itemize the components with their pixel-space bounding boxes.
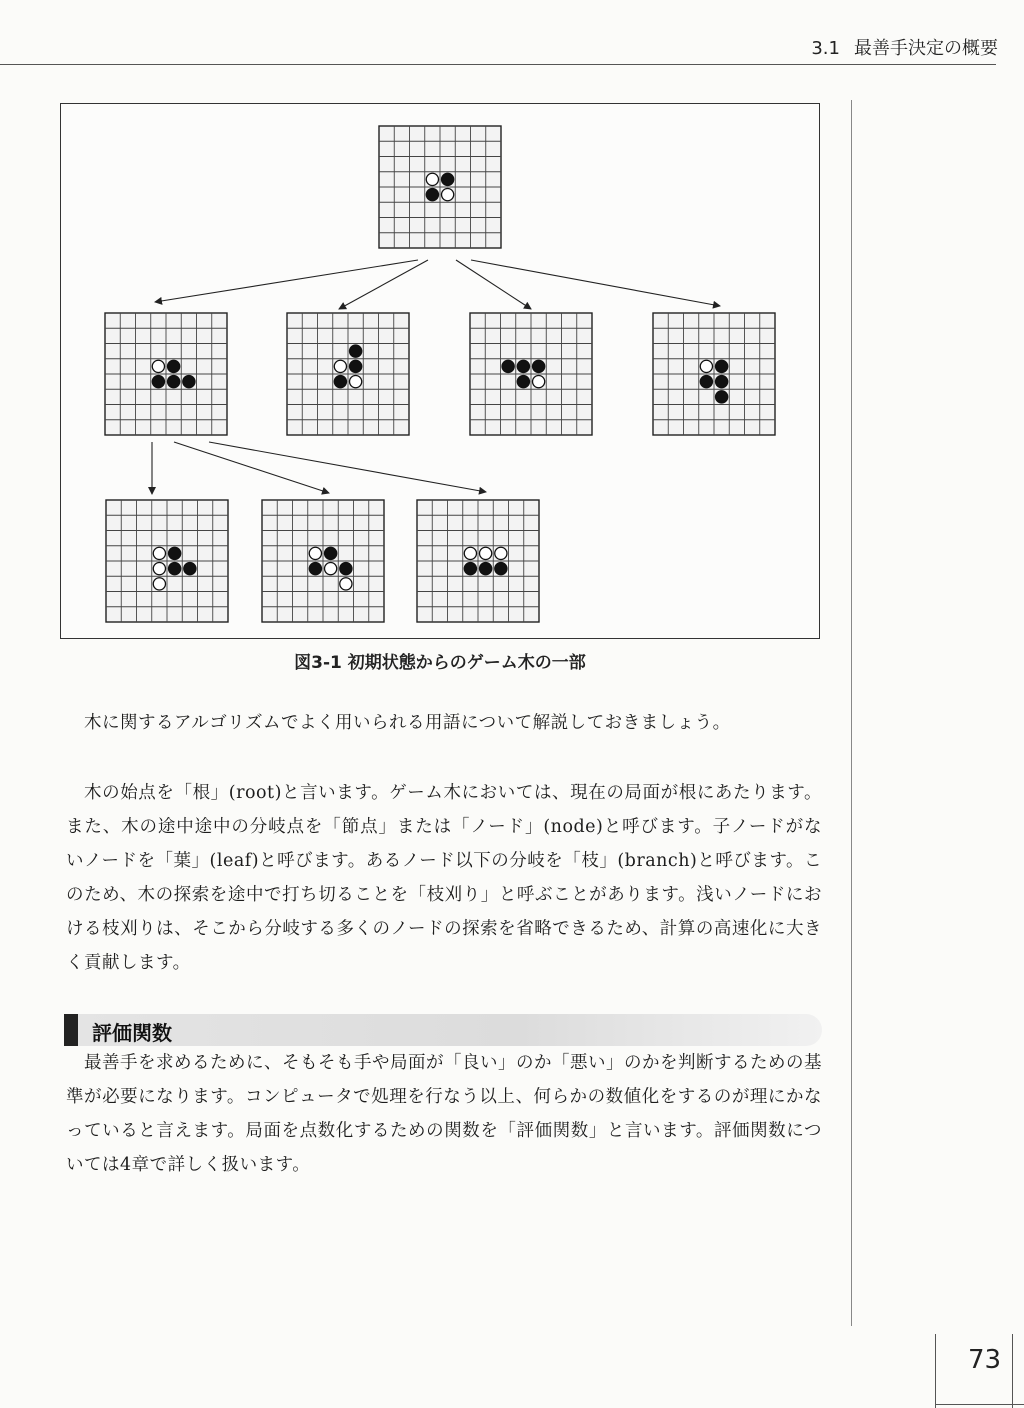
black-stone (716, 360, 728, 372)
section-number: 3.1 (811, 38, 840, 59)
board-5 (106, 500, 228, 622)
corner-rule-bottom (935, 1404, 1024, 1405)
black-stone (350, 345, 362, 357)
figure-frame (60, 103, 820, 639)
black-stone (464, 563, 476, 575)
figure-caption: 図3-1 初期状態からのゲーム木の一部 (294, 653, 586, 673)
black-stone (700, 376, 712, 388)
black-stone (350, 360, 362, 372)
white-stone (153, 578, 165, 590)
tree-edge-arrow (155, 260, 418, 302)
board-3 (470, 313, 592, 435)
white-stone (153, 547, 165, 559)
game-tree-diagram (61, 104, 821, 640)
black-stone (334, 376, 346, 388)
white-stone (700, 360, 712, 372)
black-stone (325, 547, 337, 559)
white-stone (442, 189, 454, 201)
tree-edge-arrow (456, 260, 531, 309)
black-stone (340, 563, 352, 575)
white-stone (426, 173, 438, 185)
black-stone (309, 563, 321, 575)
section-heading (64, 1014, 822, 1046)
black-stone (517, 360, 529, 372)
black-stone (184, 563, 196, 575)
intro-paragraph: 木に関するアルゴリズムでよく用いられる用語について解説しておきましょう。 (84, 713, 731, 733)
tree-edge-arrow (339, 260, 428, 309)
black-stone (517, 376, 529, 388)
evaluation-paragraph: 最善手を求めるために、そもそも手や局面が「良い」のか「悪い」のかを判断するための基準が必要になります。コンピュータで処理を行なう以上、何らかの数値化をするのが理にかなっていると言えます。局面を点数化するための関数を「評価関数」と言います。評価関数については4章で詳しく扱います。 (66, 1053, 822, 1175)
black-stone (168, 360, 180, 372)
white-stone (533, 376, 545, 388)
black-stone (480, 563, 492, 575)
board-0 (379, 126, 501, 248)
white-stone (325, 563, 337, 575)
black-stone (152, 376, 164, 388)
running-head (811, 34, 998, 60)
corner-rule-right (1012, 1334, 1013, 1408)
tree-edge-arrow (471, 260, 720, 306)
black-stone (716, 391, 728, 403)
black-stone (426, 189, 438, 201)
page-number: 73 (968, 1345, 1002, 1375)
section-title: 最善手決定の概要 (854, 38, 998, 59)
white-stone (152, 360, 164, 372)
white-stone (340, 578, 352, 590)
board-7 (417, 500, 539, 622)
white-stone (350, 376, 362, 388)
terminology-paragraph: 木の始点を「根」(root)と言います。ゲーム木においては、現在の局面が根にあたります。また、木の途中途中の分岐点を「節点」または「ノード」(node)と呼びます。子ノードがないノードを「葉」(leaf)と呼びます。あるノード以下の分岐を「枝」(branch)と呼びます。このため、木の探索を途中で打ち切ることを「枝刈り」と呼ぶことがあります。浅いノードにおける枝刈りは、そこから分岐する多くのノードの探索を省略できるため、計算の高速化に大きく貢献します。 (66, 783, 822, 973)
black-stone (169, 563, 181, 575)
white-stone (309, 547, 321, 559)
black-stone (533, 360, 545, 372)
header-rule (0, 64, 996, 65)
board-1 (105, 313, 227, 435)
white-stone (153, 563, 165, 575)
white-stone (334, 360, 346, 372)
board-2 (287, 313, 409, 435)
board-6 (262, 500, 384, 622)
black-stone (183, 376, 195, 388)
white-stone (464, 547, 476, 559)
black-stone (495, 563, 507, 575)
black-stone (169, 547, 181, 559)
black-stone (168, 376, 180, 388)
heading-text: 評価関数 (92, 1021, 172, 1045)
corner-rule-left (935, 1334, 936, 1408)
heading-bar (64, 1014, 78, 1046)
white-stone (480, 547, 492, 559)
black-stone (716, 376, 728, 388)
white-stone (495, 547, 507, 559)
board-4 (653, 313, 775, 435)
margin-rule (851, 100, 852, 1326)
black-stone (442, 173, 454, 185)
black-stone (502, 360, 514, 372)
